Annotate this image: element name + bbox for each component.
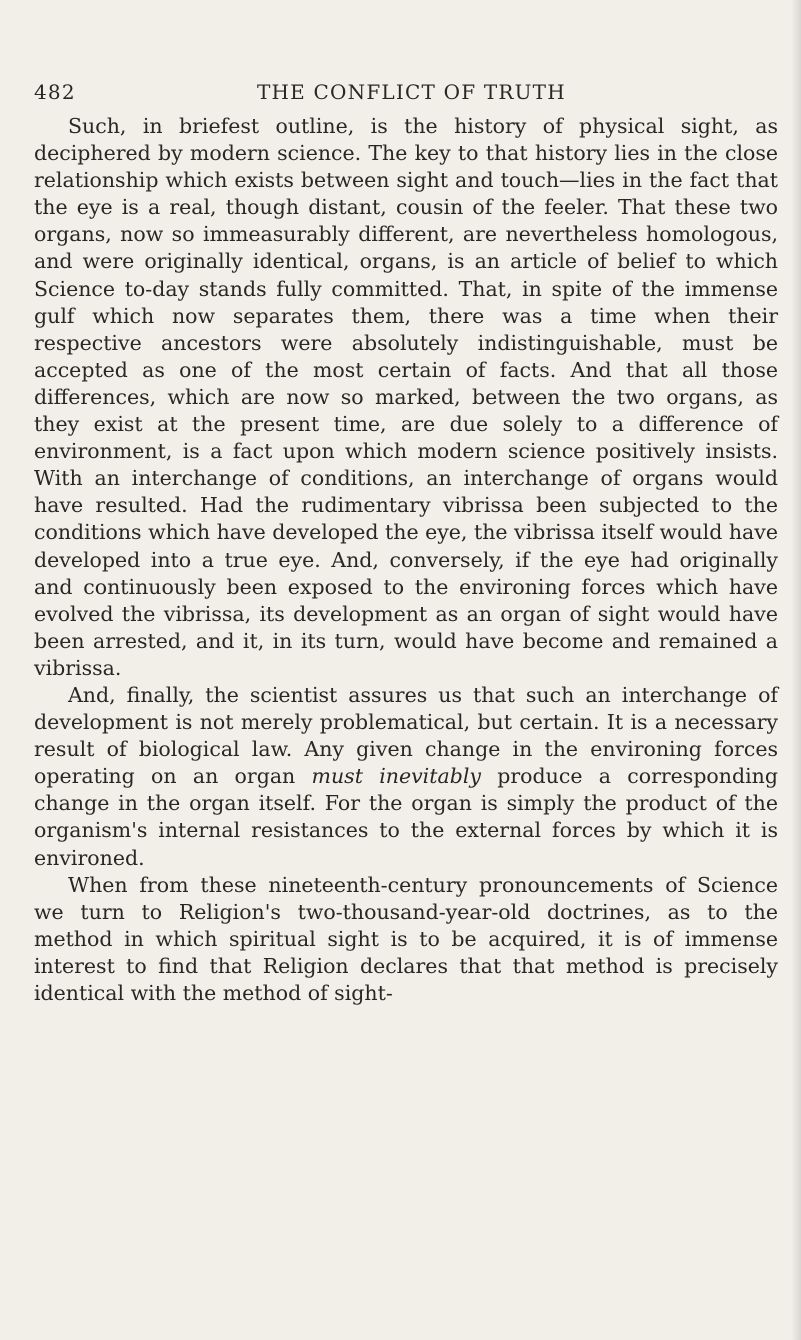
running-head: THE CONFLICT OF TRUTH xyxy=(257,80,566,104)
page-number: 482 xyxy=(34,80,76,104)
paragraph-1: Such, in briefest outline, is the history of physical sight, as deciphered by modern science. The key to that history lies in the close relationship which exists between sight and touch—lies in the fact that the eye is a real, though distant, cousin of the feeler. That these two organs, now so immeasurably different, are nevertheless homologous, and were originally identical, organs, is an article of belief to which Science to-day stands fully committed. That, in spite of the immense gulf which now separates them, there was a time when their respective ancestors were absolutely indistinguishable, must be accepted as one of the most certain of facts. And that all those differences, which are now so marked, between the two organs, as they exist at the present time, are due solely to a difference of environment, is a fact upon which modern science positively insists. With an interchange of conditions, an interchange of organs would have resulted. Had the rudimentary vibrissa been subjected to the conditions which have developed the eye, the vibrissa itself would have developed into a true eye. And, conversely, if the eye had originally and continuously been exposed to the environing forces which have evolved the vibrissa, its development as an organ of sight would have been arrested, and it, in its turn, would have become and remained a vibrissa. xyxy=(34,114,778,680)
emphasis-text: must inevitably xyxy=(311,764,481,789)
body-text xyxy=(34,113,778,1007)
paragraph-2 xyxy=(34,682,778,872)
page-edge-shadow xyxy=(791,0,801,1340)
paragraph-2-after: produce a corresponding change in the organ itself. For the organ is simply the product of the organism's internal resistances to the external forces by which it is environed. xyxy=(34,764,778,870)
paragraph-3: When from these nineteenth-century pronouncements of Science we turn to Religion's two-thousand-year-old doctrines, as to the method in which spiritual sight is to be acquired, it is of immense interest to find that Religion declares that that method is precisely identical with the method of sight- xyxy=(34,872,778,1005)
page-header xyxy=(34,77,778,107)
paragraph-2-before: And, finally, the scientist assures us that such an interchange of development is not merely problematical, but certain. It is a necessary result of biological law. Any given change in the environing forces operating on an organ xyxy=(34,682,778,789)
